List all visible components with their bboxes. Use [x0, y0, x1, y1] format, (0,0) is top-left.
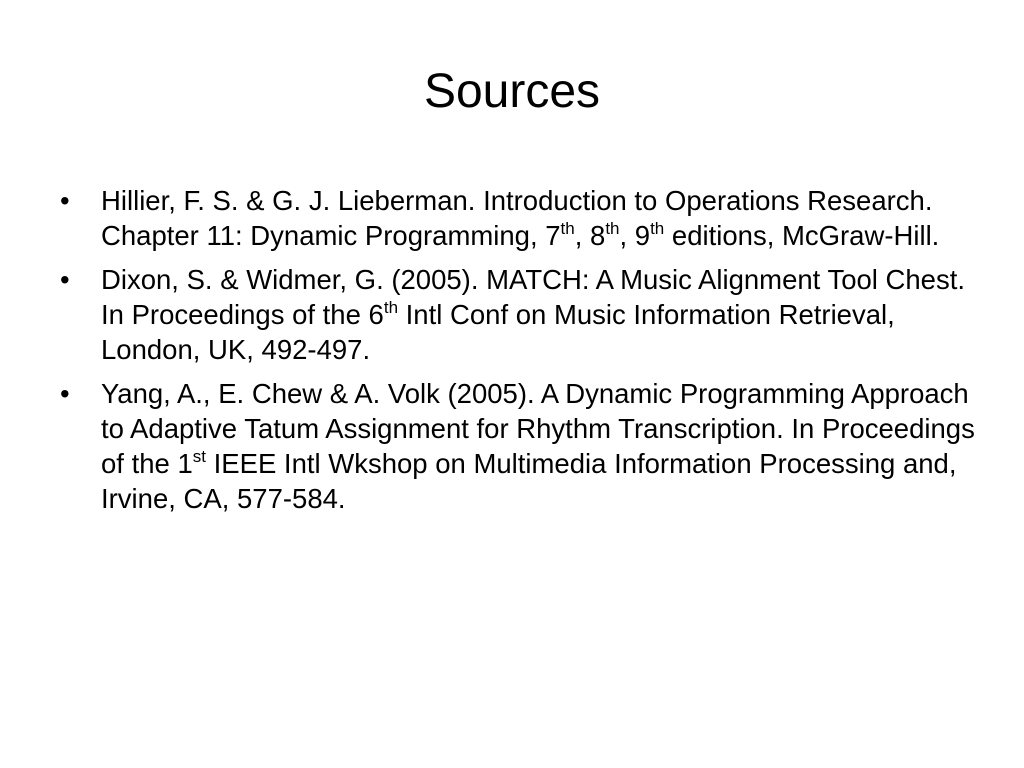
ordinal-suffix: st	[192, 447, 206, 466]
source-item	[58, 376, 978, 516]
ordinal-suffix: th	[650, 219, 665, 238]
source-item	[58, 183, 978, 253]
citation-text: Intl Conf on Music Information Retrieval, London, UK, 492-497.	[101, 299, 895, 365]
ordinal-suffix: th	[383, 298, 399, 317]
bullet-icon: •	[60, 185, 70, 216]
ordinal-suffix: th	[605, 219, 620, 238]
source-item	[58, 262, 978, 367]
bullet-icon: •	[60, 378, 70, 409]
citation-text: IEEE Intl Wkshop on Multimedia Information Processing and, Irvine, CA, 577-584.	[101, 448, 957, 514]
sources-list	[58, 183, 978, 525]
ordinal-suffix: th	[560, 219, 575, 238]
slide-title: Sources	[423, 65, 601, 118]
citation-text: Dixon, S. & Widmer, G. (2005). MATCH: A Music Alignment Tool Chest. In Proceedings of the 6	[101, 264, 966, 330]
citation-text: , 9	[619, 220, 651, 251]
citation-text: Yang, A., E. Chew & A. Volk (2005). A Dynamic Programming Approach to Adaptive Tatum Assignment for Rhythm Transcription. In Proceedings of the 1	[101, 378, 975, 479]
citation-text: , 8	[574, 220, 606, 251]
bullet-icon: •	[60, 264, 70, 295]
citation-text: editions, McGraw-Hill.	[664, 220, 940, 251]
citation-text: Hillier, F. S. & G. J. Lieberman. Introduction to Operations Research. Chapter 11: Dynamic Programming, 7	[101, 185, 933, 251]
